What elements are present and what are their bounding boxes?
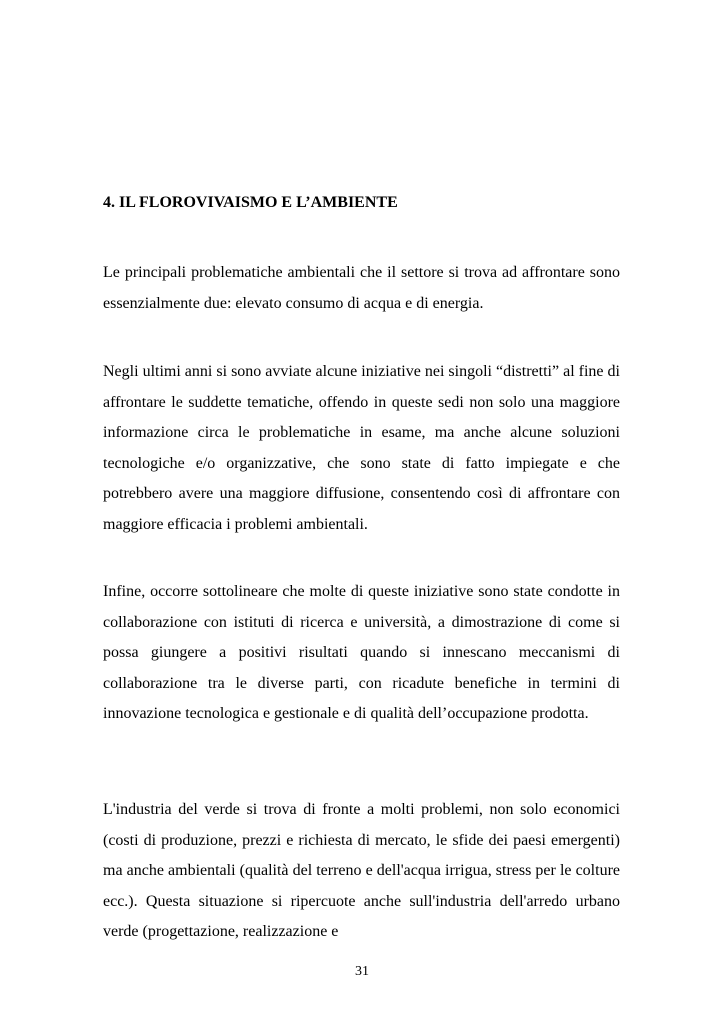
paragraph-environmental-problems: Le principali problematiche ambientali che il settore si trova ad affrontare sono essenzialmente due: elevato consumo di acqua e di energia. (103, 264, 620, 312)
paragraph-district-initiatives: Negli ultimi anni si sono avviate alcune iniziative nei singoli “distretti” al fine di affrontare le suddette tematiche, offendo in queste sedi non solo una maggiore informazione circa le problematiche in esame, ma anche alcune soluzioni tecnologiche e/o organizzative, che sono state di fatto impiegate e che potrebbero avere una maggiore diffusione, consentendo così di affrontare con maggiore efficacia i problemi ambientali. (103, 363, 620, 533)
paragraph-research-collaboration: Infine, occorre sottolineare che molte di queste iniziative sono state condotte in collaborazione con istituti di ricerca e università, a dimostrazione di come si possa giungere a positivi risultati quando si innescano meccanismi di collaborazione tra le diverse parti, con ricadute benefiche in termini di innovazione tecnologica e gestionale e di qualità dell’occupazione prodotta. (103, 583, 620, 722)
section-heading: 4. IL FLOROVIVAISMO E L’AMBIENTE (103, 194, 398, 211)
paragraph-green-industry: L'industria del verde si trova di fronte a molti problemi, non solo economici (costi di produzione, prezzi e richiesta di mercato, le sfide dei paesi emergenti) ma anche ambientali (qualità del terreno e dell'acqua irrigua, stress per le colture ecc.). Questa situazione si ripercuote anche sull'industria dell'arredo urbano verde (progettazione, realizzazione e (103, 801, 620, 940)
page-number: 31 (355, 964, 369, 979)
